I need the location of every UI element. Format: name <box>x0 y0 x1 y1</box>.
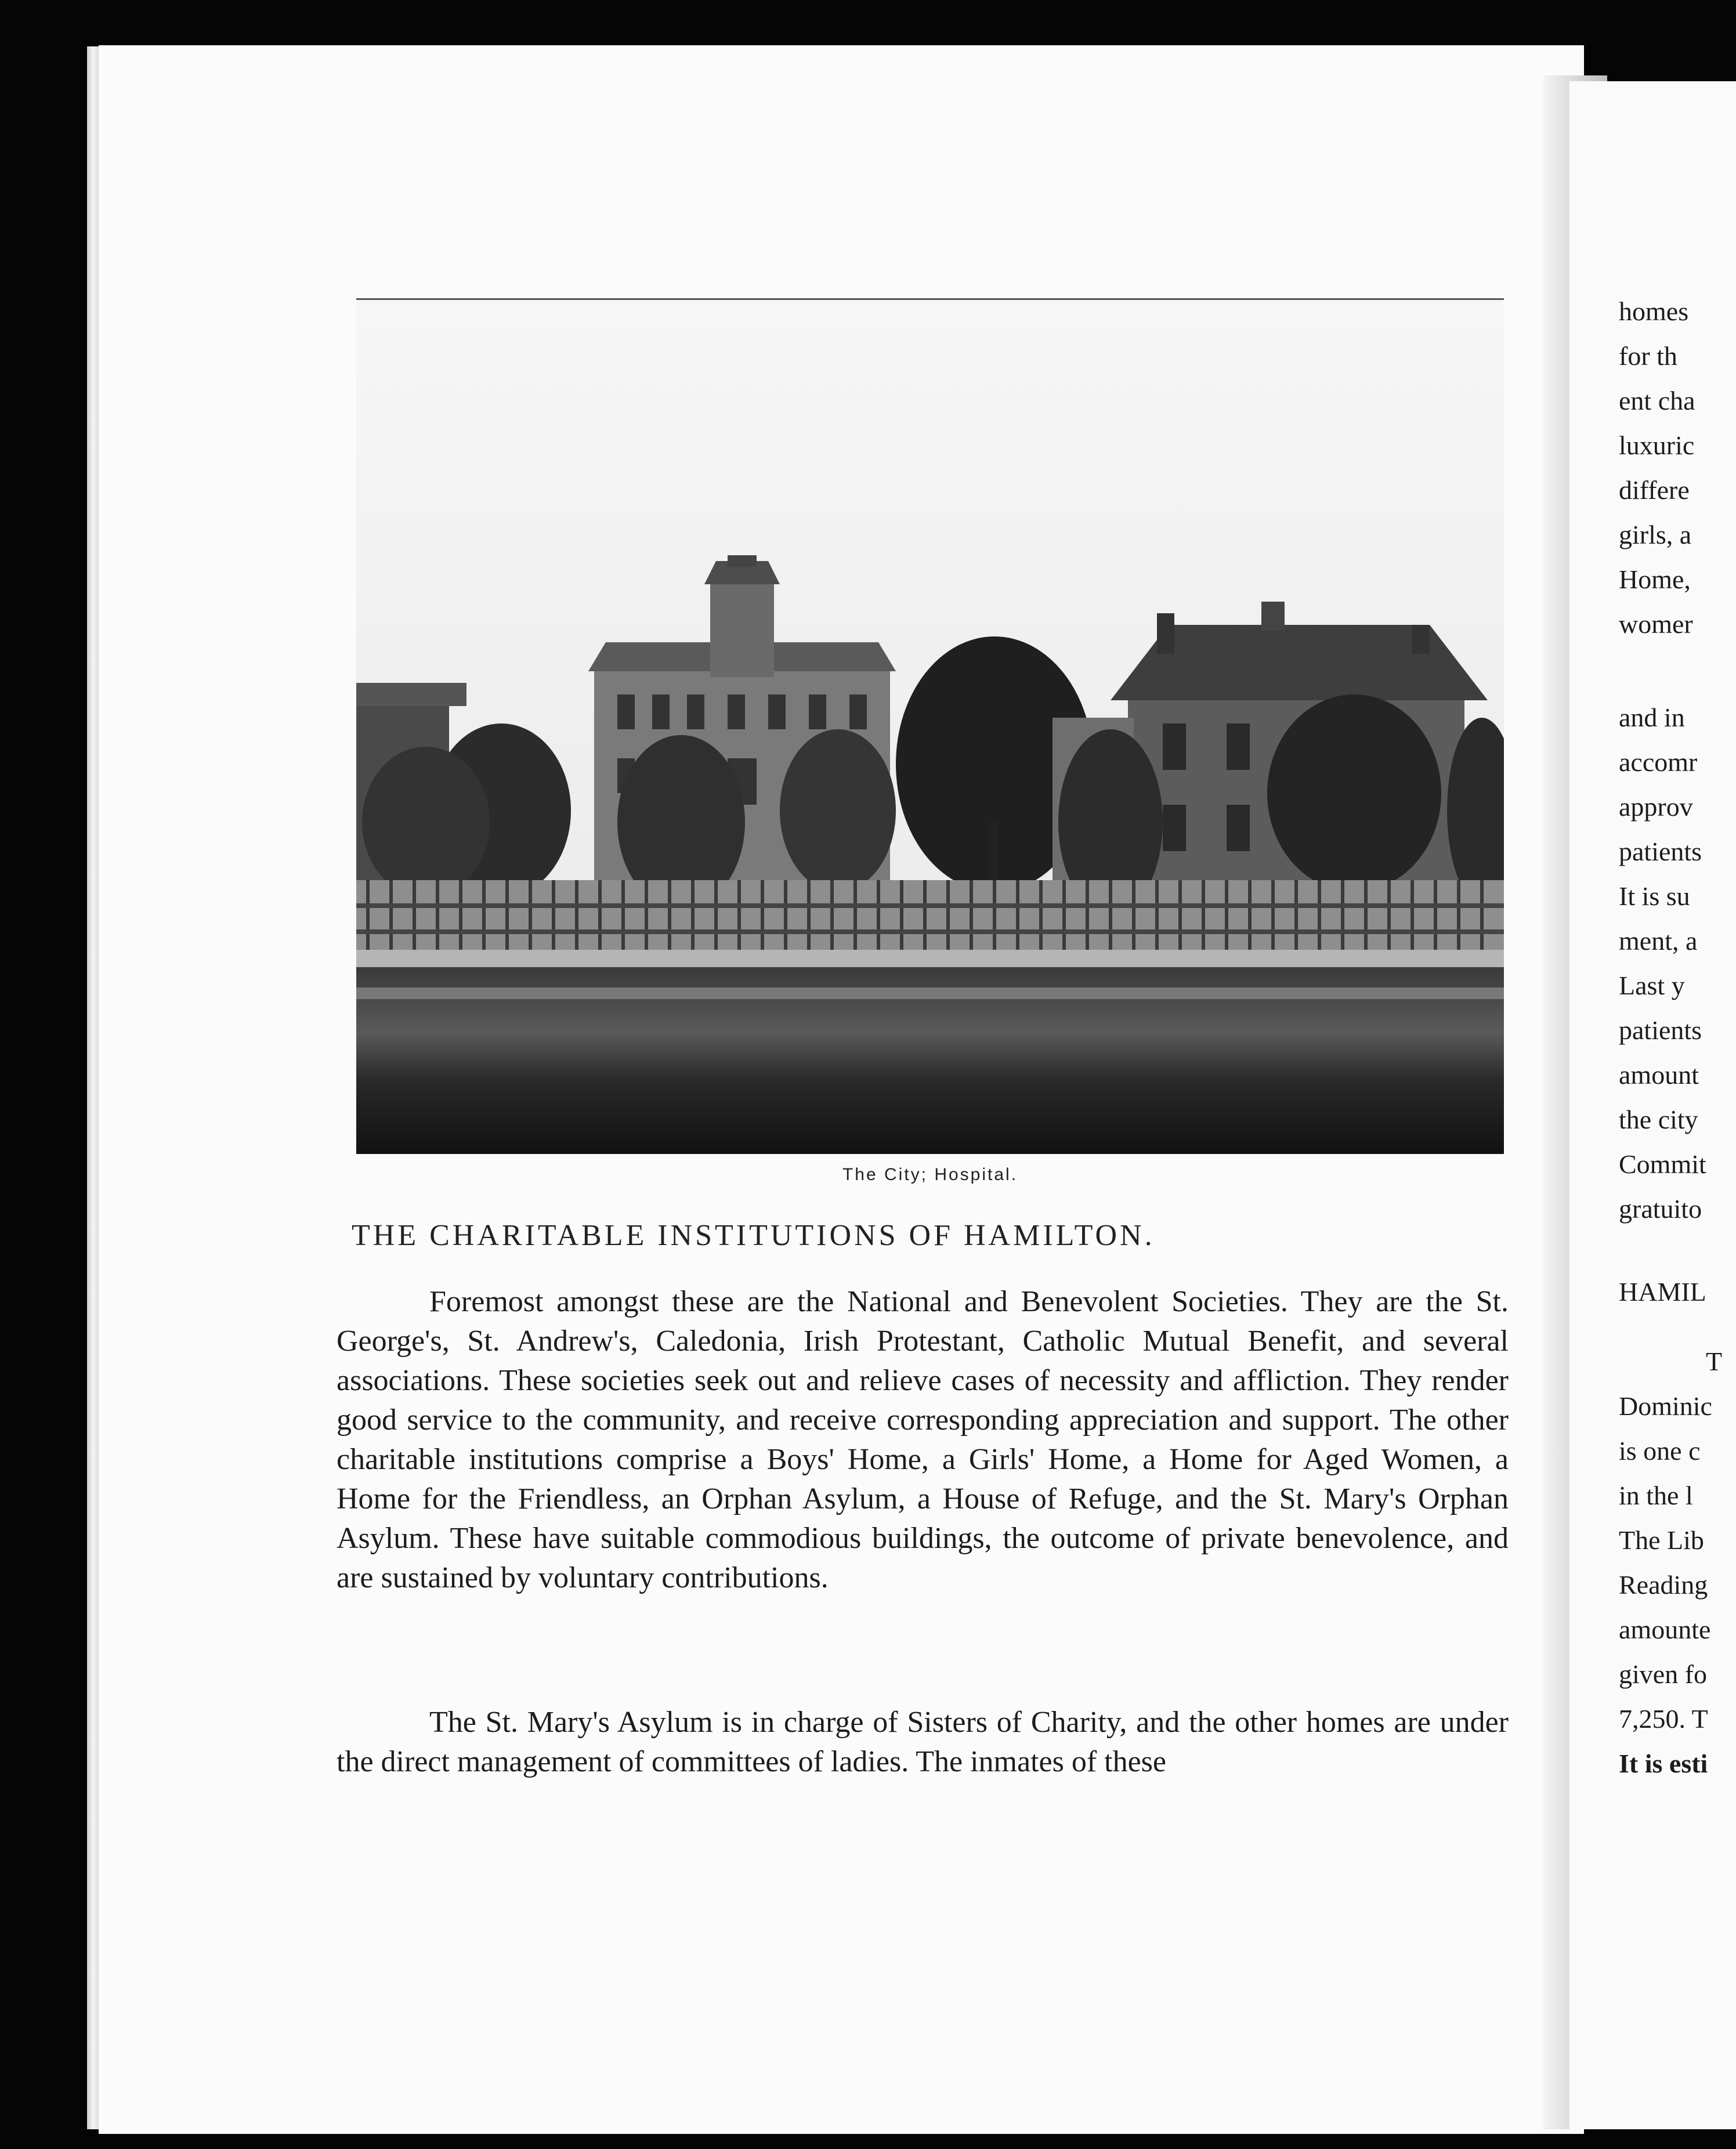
right-line: patients <box>1619 1015 1702 1045</box>
right-line: It is esti <box>1619 1749 1708 1778</box>
right-line: patients <box>1619 837 1702 866</box>
right-line: It is su <box>1619 881 1690 911</box>
hospital-photo-image <box>356 300 1504 1154</box>
right-line: Commit <box>1619 1149 1706 1179</box>
right-line: given fo <box>1619 1659 1708 1689</box>
right-line: amount <box>1619 1060 1699 1090</box>
right-line: for th <box>1619 341 1677 371</box>
right-line: in the l <box>1619 1481 1693 1510</box>
right-line: Last y <box>1619 971 1685 1000</box>
right-line: The Lib <box>1619 1525 1704 1555</box>
right-line: girls, a <box>1619 520 1692 549</box>
hospital-photograph <box>356 298 1504 1154</box>
right-line: approv <box>1619 792 1693 822</box>
right-line: the city <box>1619 1105 1698 1134</box>
right-line: luxuric <box>1619 430 1695 460</box>
right-line: gratuito <box>1619 1194 1702 1224</box>
right-line: ent cha <box>1619 386 1695 415</box>
right-line: differe <box>1619 475 1690 505</box>
right-line: amounte <box>1619 1615 1711 1644</box>
right-line: and in <box>1619 703 1685 732</box>
right-line: ment, a <box>1619 926 1698 956</box>
right-line: HAMIL <box>1619 1277 1706 1307</box>
right-line: Home, <box>1619 565 1691 594</box>
article-paragraph-1: Foremost amongst these are the National and Benevolent Societies. They are the St. George's, St. Andrew's, Caledonia, Irish Protestant, Catholic Mutual Benefit, and several associations. These societies seek out and relieve cases of necessity and affliction. They render good service to the community, and receive corresponding appreciation and support. The other charitable institutions comprise a Boys' Home, a Girls' Home, a Home for Aged Women, a Home for the Friendless, an Orphan Asylum, a House of Refuge, and the St. Mary's Orphan Asylum. These have suitable commodious buildings, the outcome of private benevolence, and are sustained by voluntary contributions. <box>337 1285 1509 1594</box>
right-line: Dominic <box>1619 1391 1712 1421</box>
right-line: T <box>1706 1347 1723 1376</box>
right-line: accomr <box>1619 747 1698 777</box>
right-line: Reading <box>1619 1570 1708 1600</box>
right-line: homes <box>1619 296 1689 326</box>
right-line: womer <box>1619 609 1693 639</box>
right-line: 7,250. T <box>1619 1704 1708 1734</box>
article-paragraph-2: The St. Mary's Asylum is in charge of Sisters of Charity, and the other homes are under the direct management of committees of ladies. The inmates of these <box>337 1706 1509 1778</box>
right-line: is one c <box>1619 1436 1701 1466</box>
article-heading: THE CHARITABLE INSTITUTIONS OF HAMILTON. <box>352 1219 1155 1252</box>
photo-caption: The City; Hospital. <box>842 1165 1018 1184</box>
